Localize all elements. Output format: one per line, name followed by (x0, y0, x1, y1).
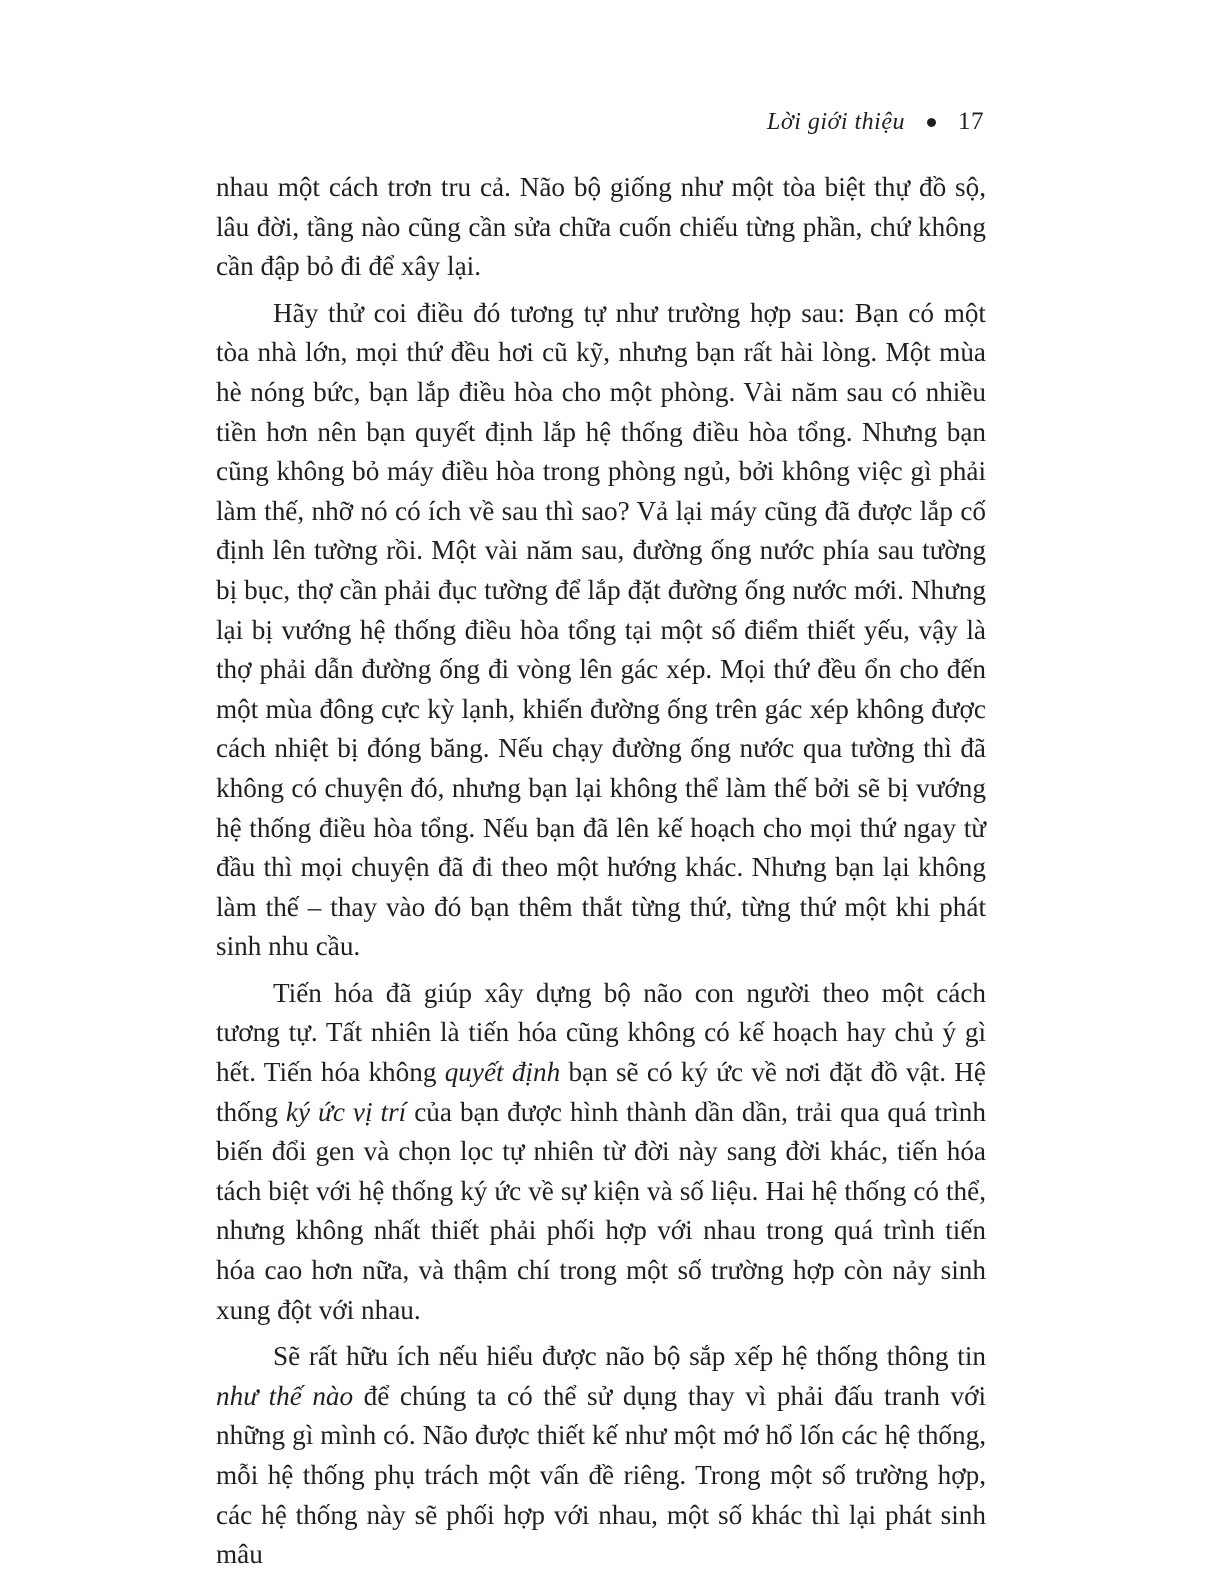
running-header (767, 108, 984, 136)
text-run: Tiến hóa đã giúp xây dựng bộ não con người theo một cách tương tự. Tất nhiên là tiến hóa cũng không có kế hoạch hay chủ ý gì hết. Tiến hóa không (216, 977, 986, 1088)
paragraph (216, 1337, 986, 1575)
text-run: nhau một cách trơn tru cả. Não bộ giống như một tòa biệt thự đồ sộ, lâu đời, tầng nào cũng cần sửa chữa cuốn chiếu từng phần, chứ không cần đập bỏ đi để xây lại. (216, 172, 986, 282)
italic-phrase: ký ức vị trí (285, 1096, 407, 1127)
text-run: bạn sẽ có ký ức về nơi đặt đồ vật. Hệ thống (216, 1057, 986, 1127)
body-text (216, 168, 986, 1575)
paragraph (216, 168, 986, 287)
chapter-title: Lời giới thiệu (767, 108, 905, 135)
italic-phrase: quyết định (444, 1057, 561, 1088)
text-run: của bạn được hình thành dần dần, trải qua quá trình biến đổi gen và chọn lọc tự nhiên từ đời này sang đời khác, tiến hóa tách biệt với hệ thống ký ức về sự kiện và số liệu. Hai hệ thống có thể, nhưng không nhất thiết phải phối hợp với nhau trong quá trình tiến hóa cao hơn nữa, và thậm chí trong một số trường hợp còn nảy sinh xung đột với nhau. (216, 1096, 986, 1325)
paragraph (216, 974, 986, 1330)
text-run: Sẽ rất hữu ích nếu hiểu được não bộ sắp xếp hệ thống thông tin (273, 1341, 986, 1372)
page-number: 17 (958, 108, 984, 135)
paragraph (216, 294, 986, 967)
italic-phrase: như thế nào (216, 1380, 354, 1411)
bullet-separator-icon (927, 118, 936, 127)
text-run: Hãy thử coi điều đó tương tự như trường hợp sau: Bạn có một tòa nhà lớn, mọi thứ đều hơi cũ kỹ, nhưng bạn rất hài lòng. Một mùa hè nóng bức, bạn lắp điều hòa cho một phòng. Vài năm sau có nhiều tiền hơn nên bạn quyết định lắp hệ thống điều hòa tổng. Nhưng bạn cũng không bỏ máy điều hòa trong phòng ngủ, bởi không việc gì phải làm thế, nhỡ nó có ích về sau thì sao? Vả lại máy cũng đã được lắp cố định lên tường rồi. Một vài năm sau, đường ống nước phía sau tường bị bục, thợ cần phải đục tường để lắp đặt đường ống nước mới. Nhưng lại bị vướng hệ thống điều hòa tổng tại một số điểm thiết yếu, vậy là thợ phải dẫn đường ống đi vòng lên gác xép. Mọi thứ đều ổn cho đến một mùa đông cực kỳ lạnh, khiến đường ống trên gác xép không được cách nhiệt bị đóng băng. Nếu chạy đường ống nước qua tường thì đã không có chuyện đó, nhưng bạn lại không thể làm thế bởi sẽ bị vướng hệ thống điều hòa tổng. Nếu bạn đã lên kế hoạch cho mọi thứ ngay từ đầu thì mọi chuyện đã đi theo một hướng khác. Nhưng bạn lại không làm thế – thay vào đó bạn thêm thắt từng thứ, từng thứ một khi phát sinh nhu cầu. (216, 297, 986, 962)
text-run: để chúng ta có thể sử dụng thay vì phải đấu tranh với những gì mình có. Não được thiết kế như một mớ hổ lốn các hệ thống, mỗi hệ thống phụ trách một vấn đề riêng. Trong một số trường hợp, các hệ thống này sẽ phối hợp với nhau, một số khác thì lại phát sinh mâu (216, 1380, 986, 1570)
